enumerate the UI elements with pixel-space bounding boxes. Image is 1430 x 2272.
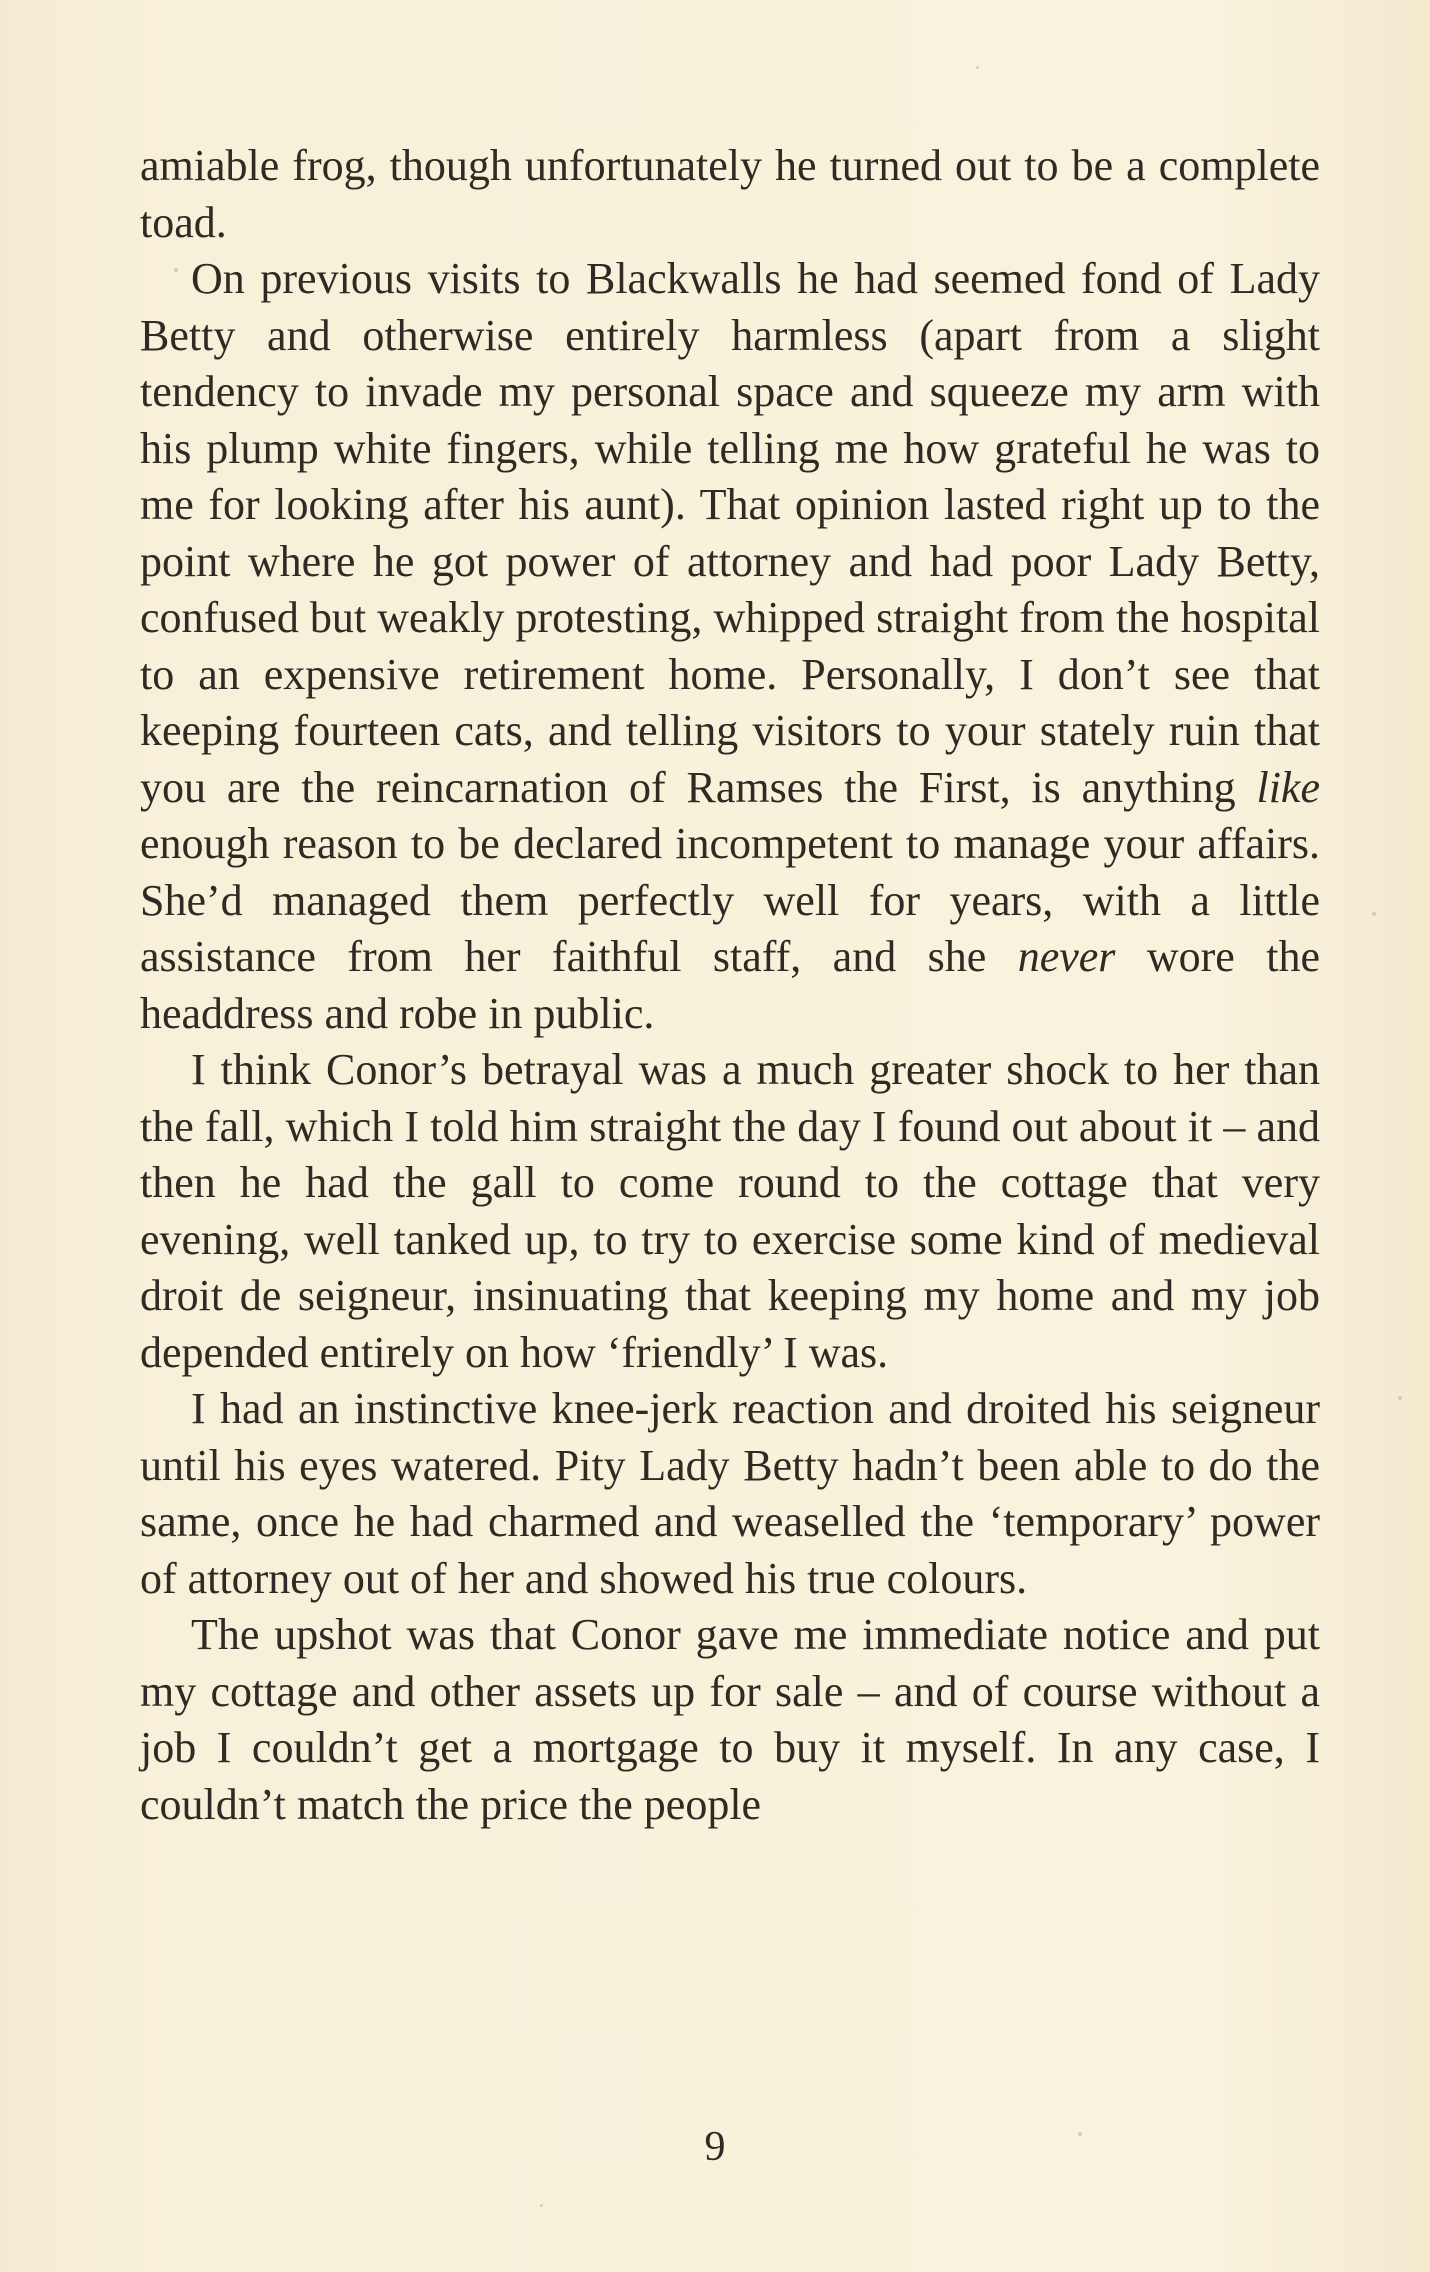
body-text <box>140 138 1320 1833</box>
page-number: 9 <box>704 2124 726 2170</box>
paragraph-text: I think Conor’s betrayal was a much greater shock to her than the fall, which I told him straight the day I found out about it – and then he had the gall to come round to the cottage that very evening, well tanked up, to try to exercise some kind of medieval droit de seigneur, insinuating that keeping my home and my job depended entirely on how ‘friendly’ I was. <box>140 1045 1320 1377</box>
paragraph-text: wore the headdress and robe in public. <box>140 932 1320 1038</box>
paragraph-text: enough reason to be declared incompetent to manage your affairs. She’d managed them perfectly well for years, with a little assistance from her faithful staff, and she <box>140 819 1320 981</box>
paragraph-4 <box>140 1381 1320 1607</box>
paragraph-2 <box>140 251 1320 1042</box>
paragraph-3 <box>140 1042 1320 1381</box>
paragraph-text: amiable frog, though unfortunately he turned out to be a complete toad. <box>140 141 1320 247</box>
paper-speck <box>1078 2132 1082 2136</box>
paper-speck <box>1372 912 1376 916</box>
paragraph-text: I had an instinctive knee-jerk reaction and droited his seigneur until his eyes watered. Pity Lady Betty hadn’t been able to do the same, once he had charmed and weaselled the ‘temporary’ power of attorney out of her and showed his true colours. <box>140 1384 1320 1603</box>
paper-speck <box>174 268 178 272</box>
paper-speck <box>540 2204 543 2207</box>
paper-speck <box>976 66 979 69</box>
paragraph-text: On previous visits to Blackwalls he had seemed fond of Lady Betty and otherwise entirely harmless (apart from a slight tendency to invade my personal space and squeeze my arm with his plump white fingers, while telling me how grateful he was to me for looking after his aunt). That opinion lasted right up to the point where he got power of attorney and had poor Lady Betty, confused but weakly protesting, whipped straight from the hospital to an expensive retirement home. Personally, I don’t see that keeping fourteen cats, and telling visitors to your stately ruin that you are the reincarnation of Ramses the First, is anything <box>140 254 1320 812</box>
italic-text: like <box>1256 762 1320 812</box>
paragraph-5 <box>140 1607 1320 1833</box>
paper-speck <box>1398 1396 1402 1400</box>
paragraph-text: The upshot was that Conor gave me immediate notice and put my cottage and other assets up for sale – and of course without a job I couldn’t get a mortgage to buy it myself. In any case, I couldn’t match the price the people <box>140 1610 1320 1829</box>
paragraph-1 <box>140 138 1320 251</box>
italic-text: never <box>1017 932 1116 981</box>
